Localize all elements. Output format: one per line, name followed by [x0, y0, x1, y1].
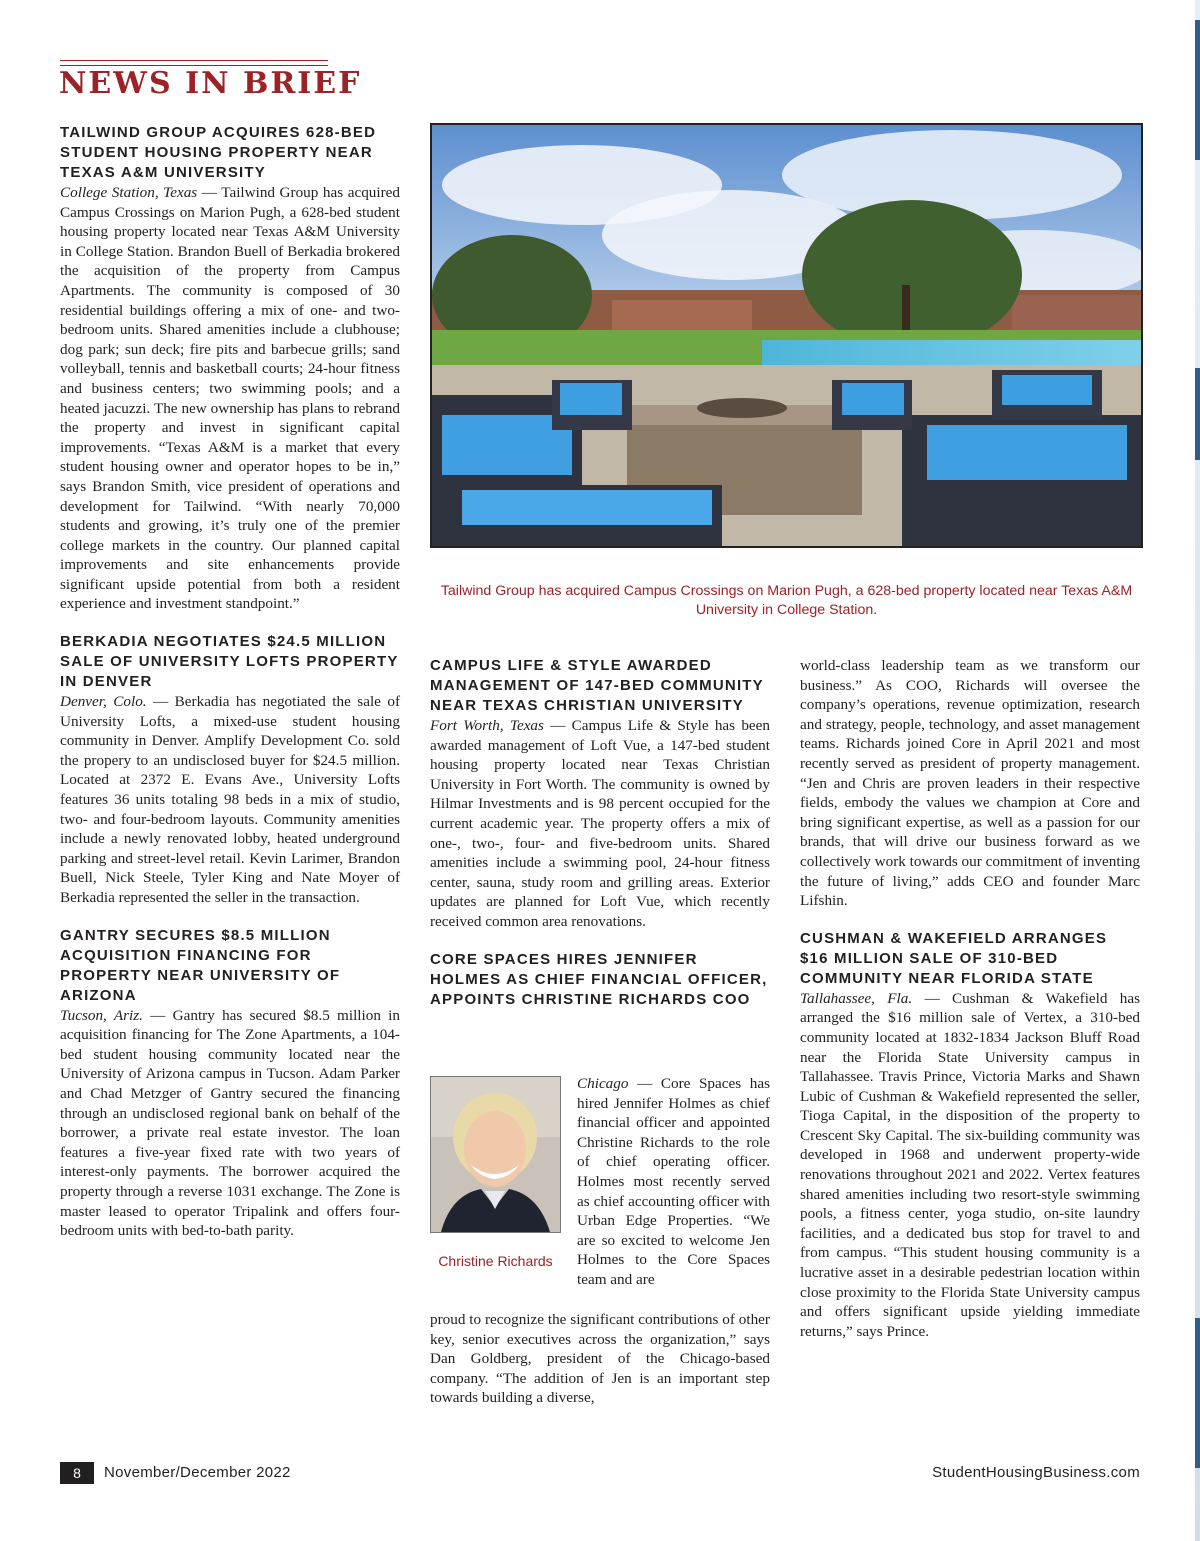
- website-link[interactable]: StudentHousingBusiness.com: [932, 1464, 1140, 1481]
- article-dateline: Tallahassee, Fla.: [800, 989, 913, 1007]
- section-title: NEWS IN BRIEF: [59, 66, 362, 101]
- article-body: [800, 989, 1140, 1342]
- article-text: Core Spaces has hired Jennifer Holmes as chief financial officer and appointed Christine Richards to the role of chief operating officer. Holmes most recently served as chief accounting officer with Urban Edge Properties. “We are so excited to welcome Jen Holmes to the Core Spaces team and are: [577, 1075, 770, 1288]
- dateline-separator: —: [146, 693, 175, 711]
- article-body: [577, 1074, 770, 1290]
- article-dateline: Fort Worth, Texas: [430, 717, 544, 734]
- edge-mark: [1195, 20, 1200, 160]
- issue-date: November/December 2022: [104, 1464, 291, 1481]
- patio-pool-illustration: [432, 125, 1141, 546]
- article-cushman: [800, 929, 1140, 1342]
- dateline-separator: —: [142, 1006, 173, 1024]
- article-core-spaces: [430, 950, 770, 1010]
- column-left: [60, 123, 400, 1241]
- article-text: Campus Life & Style has been awarded management of Loft Vue, a 147-bed student housing property located near Texas Christian University in Fort Worth. The community is owned by Hilmar Investments and is 98 percent occupied for the current academic year. The property offers a mix of one-, two-, four- and five-bedroom units. Shared amenities include a swimming pool, 24-hour fitness center, sauna, study room and grilling areas. Exterior updates are planned for Loft Vue, which recently received common area renovations.: [430, 717, 770, 930]
- dateline-separator: —: [628, 1075, 661, 1092]
- article-text: Tailwind Group has acquired Campus Crossings on Marion Pugh, a 628-bed student housing property located near Texas A&M University in College Station. Brandon Buell of Berkadia brokered the acquisition of the property from Campus Apartments. The community is composed of 30 residential buildings offering a mix of one- and two-bedroom units. Shared amenities include a clubhouse; dog park; sun deck; fire pits and barbecue grills; sand volleyball, tennis and basketball courts; 24-hour fitness and business centers; two swimming pools; and a heated jacuzzi. The new ownership has plans to rebrand the property and invest in significant capital improvements. “Texas A&M is a market that every student housing owner and operator hopes to be in,” says Brandon Smith, vice president of operations and development for Tailwind. “With nearly 70,000 students and growing, it’s truly one of the premier college markets in the country. Our planned capital improvements and site enhancements provide significant upside potential from both a resident experience and investment standpoint.”: [60, 184, 400, 613]
- article-text: proud to recognize the significant contributions of other key, senior executives across the organization,” says Dan Goldberg, president of the Chicago-based company. “The addition of Jen is an important step towards building a diverse,: [430, 1311, 770, 1407]
- edge-mark: [1195, 1318, 1200, 1468]
- feature-photo: [430, 123, 1143, 548]
- portrait-photo: [430, 1076, 561, 1233]
- article-body: [430, 716, 770, 932]
- article-body: [60, 692, 400, 908]
- core-spaces-full-width: [430, 1310, 770, 1408]
- dateline-separator: —: [543, 717, 572, 734]
- article-dateline: Tucson, Ariz.: [60, 1006, 143, 1024]
- article-text: Berkadia has negotiated the sale of University Lofts, a mixed-use student housing community in Denver. Amplify Development Co. sold the propery to an undisclosed buyer for $24.5 million. Located at 2372 E. Evans Ave., University Lofts features 36 units totaling 98 beds in a mix of studio, two- and four-bedroom layouts. Community amenities include a newly renovated lobby, heated underground parking and street-level retail. Kevin Larimer, Brandon Buell, Nick Steele, Tyler King and Nate Moyer of Berkadia represented the seller in the transaction.: [60, 693, 401, 906]
- article-dateline: Denver, Colo.: [60, 693, 147, 711]
- article-headline: CORE SPACES HIRES JENNIFER HOLMES AS CHIEF FINANCIAL OFFICER, APPOINTS CHRISTINE RICHARDS COO: [430, 950, 768, 1008]
- article-continued-text: world-class leadership team as we transform our business.” As COO, Richards will oversee the company’s operations, revenue optimization, research and strategy, people, technology, and asset management teams. Richards joined Core in April 2021 and most recently served as president of property management. “Jen and Chris are proven leaders in their respective fields, embody the values we champion at Core and bring significant expertise, as well as a passion for our brands, that will drive our business forward as we collectively work towards our commitment of inventing the future of living,” adds CEO and founder Marc Lifshin.: [800, 657, 1140, 910]
- dateline-separator: —: [912, 989, 952, 1007]
- article-berkadia: [60, 632, 400, 908]
- article-text: Cushman & Wakefield has arranged the $16 million sale of Vertex, a 310-bed community located at 1832-1834 Jackson Bluff Road near the Florida State University campus in Tallahassee. Travis Prince, Victoria Marks and Shawn Lubic of Cushman & Wakefield represented the seller, Tioga Capital, in the disposition of the property to Crescent Sky Capital. The six-building community was developed in 1968 and underwent property-wide renovations throughout 2021 and 2022. Vertex features shared amenities including two resort-style swimming pools, a fitness center, yoga studio, on-site laundry facilities, and a dedicated bus stop for travel to and from campus. “This student housing community is a lucrative asset in a desirable pedestrian location within close proximity to the Florida State University campus and offers significant upside yielding immediate returns,” says Prince.: [800, 989, 1141, 1340]
- article-headline: GANTRY SECURES $8.5 MILLION ACQUISITION FINANCING FOR PROPERTY NEAR UNIVERSITY OF ARIZONA: [60, 926, 341, 1004]
- page-edge-strip: [1195, 0, 1200, 1541]
- article-gantry: [60, 926, 400, 1241]
- article-text: Gantry has secured $8.5 million in acquisition financing for The Zone Apartments, a 104-bed student housing community located near the University of Arizona campus in Tucson. Adam Parker and Chad Metzger of Gantry secured the financing through an undisclosed regional bank on behalf of the borrower, a private real estate investor. The loan features a five-year fixed rate with two years of interest-only payments. The borrower acquired the property through a reverse 1031 exchange. The Zone is master leased to operator Tripalink and offers four-bedroom units with bed-to-bath parity.: [60, 1006, 400, 1240]
- photo-caption: Tailwind Group has acquired Campus Crossings on Marion Pugh, a 628-bed property located near Texas A&M University in College Station.: [440, 583, 1133, 618]
- column-middle: [430, 656, 770, 1010]
- portrait-illustration: [431, 1077, 560, 1232]
- column-right: [800, 656, 1140, 1341]
- article-headline: CUSHMAN & WAKEFIELD ARRANGES $16 MILLION SALE OF 310-BED COMMUNITY NEAR FLORIDA STATE: [800, 929, 1108, 987]
- article-campus-life: [430, 656, 770, 932]
- article-headline: BERKADIA NEGOTIATES $24.5 MILLION SALE OF UNIVERSITY LOFTS PROPERTY IN DENVER: [60, 633, 399, 691]
- portrait-caption: Christine Richards: [438, 1253, 553, 1269]
- page-number: 8: [60, 1462, 94, 1484]
- article-tailwind: [60, 123, 400, 614]
- core-spaces-wrap-column: [577, 1074, 770, 1290]
- edge-mark: [1195, 368, 1200, 460]
- article-headline: TAILWIND GROUP ACQUIRES 628-BED STUDENT HOUSING PROPERTY NEAR TEXAS A&M UNIVERSITY: [60, 124, 377, 181]
- article-dateline: Chicago: [577, 1075, 629, 1092]
- article-body: [60, 183, 400, 614]
- dateline-separator: —: [197, 184, 222, 201]
- article-headline: CAMPUS LIFE & STYLE AWARDED MANAGEMENT OF 147-BED COMMUNITY NEAR TEXAS CHRISTIAN UNIVERSITY: [430, 657, 764, 714]
- article-body: [60, 1006, 400, 1241]
- article-dateline: College Station, Texas: [60, 184, 198, 201]
